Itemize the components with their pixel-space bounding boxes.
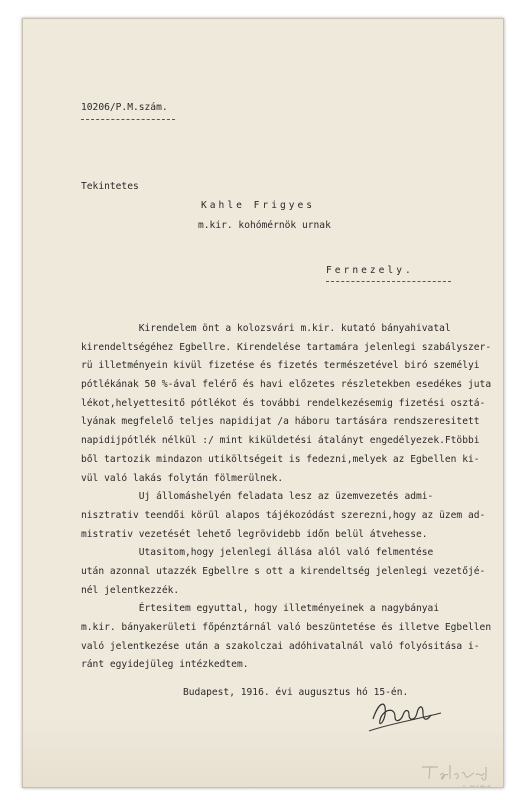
- reference-underline: [81, 119, 175, 120]
- body-line: Kirendelem önt a kolozsvári m.kir. kutató bányahivatal: [81, 323, 451, 334]
- body-line: való jelentkezése után a szakolczai adóhivatalnál való folyósitása i-: [81, 640, 480, 652]
- recipient-title: m.kir. kohómérnök urnak: [198, 220, 331, 231]
- body-line: Értesitem egyuttal, hogy illetményeinek a nagybányai: [81, 603, 440, 615]
- body-line: lyának megfelelő teljes napidijat /a háboru tartására rendszeresitett: [81, 416, 480, 428]
- body-line: kirendeltségéhez Egbellre. Kirendelése tartamára jelenlegi szabályszer-: [81, 341, 492, 353]
- body-line: rü illetményein kivül fizetése és fizetés természetével biró személyi: [81, 360, 480, 372]
- body-line: napidijpótlék nélkül :/ mint kiküldetési átalányt engedélyezek.Ftöbbi: [81, 435, 480, 447]
- body-line: nél jelentkezzék.: [81, 584, 180, 596]
- document-page: [22, 18, 504, 788]
- handwritten-signature: [365, 691, 445, 744]
- letter-body: [81, 323, 501, 678]
- body-line: m.kir. bányakerületi főpénztárnál való beszüntetése és illetve Egbellen: [81, 622, 492, 633]
- reference-number: 10206/P.M.szám.: [81, 102, 168, 113]
- place-name: Fernezely.: [326, 265, 414, 276]
- salutation: Tekintetes: [81, 181, 139, 192]
- body-line: Uj állomáshelyén feladata lesz az üzemvezetés admi-: [81, 491, 434, 503]
- recipient-name: Kahle Frigyes: [201, 200, 316, 211]
- body-line: pótlékának 50 %-ával felérő és havi előzetes részletekben esedékes juta: [81, 379, 492, 391]
- body-line: ránt egyidejüleg intézkedtem.: [81, 659, 249, 671]
- body-line: ből tartozik mindazon utiköltségeit is fedezni,melyek az Egbellen ki-: [81, 453, 480, 465]
- body-line: vül való lakás folytán fölmerülnek.: [81, 472, 284, 484]
- handwritten-note: [420, 755, 500, 788]
- body-line: nisztrativ teendői körül alapos tájékozódást szerezni,hogy az üzem ad-: [81, 509, 486, 521]
- body-line: Utasitom,hogy jelenlegi állása alól való felmentése: [81, 547, 434, 559]
- place-underline: [326, 281, 451, 282]
- body-line: mistrativ vezetését lehető legrövidebb időn belül átvehesse.: [81, 528, 428, 540]
- closing-date: Budapest, 1916. évi augusztus hó 15-én.: [183, 687, 409, 698]
- body-line: után azonnal utazzék Egbellre s ott a kirendeltség jelenlegi vezetőjé-: [81, 565, 486, 577]
- body-line: lékot,helyettesitő pótlékot és további rendelkezésemig fizetési osztá-: [81, 397, 486, 409]
